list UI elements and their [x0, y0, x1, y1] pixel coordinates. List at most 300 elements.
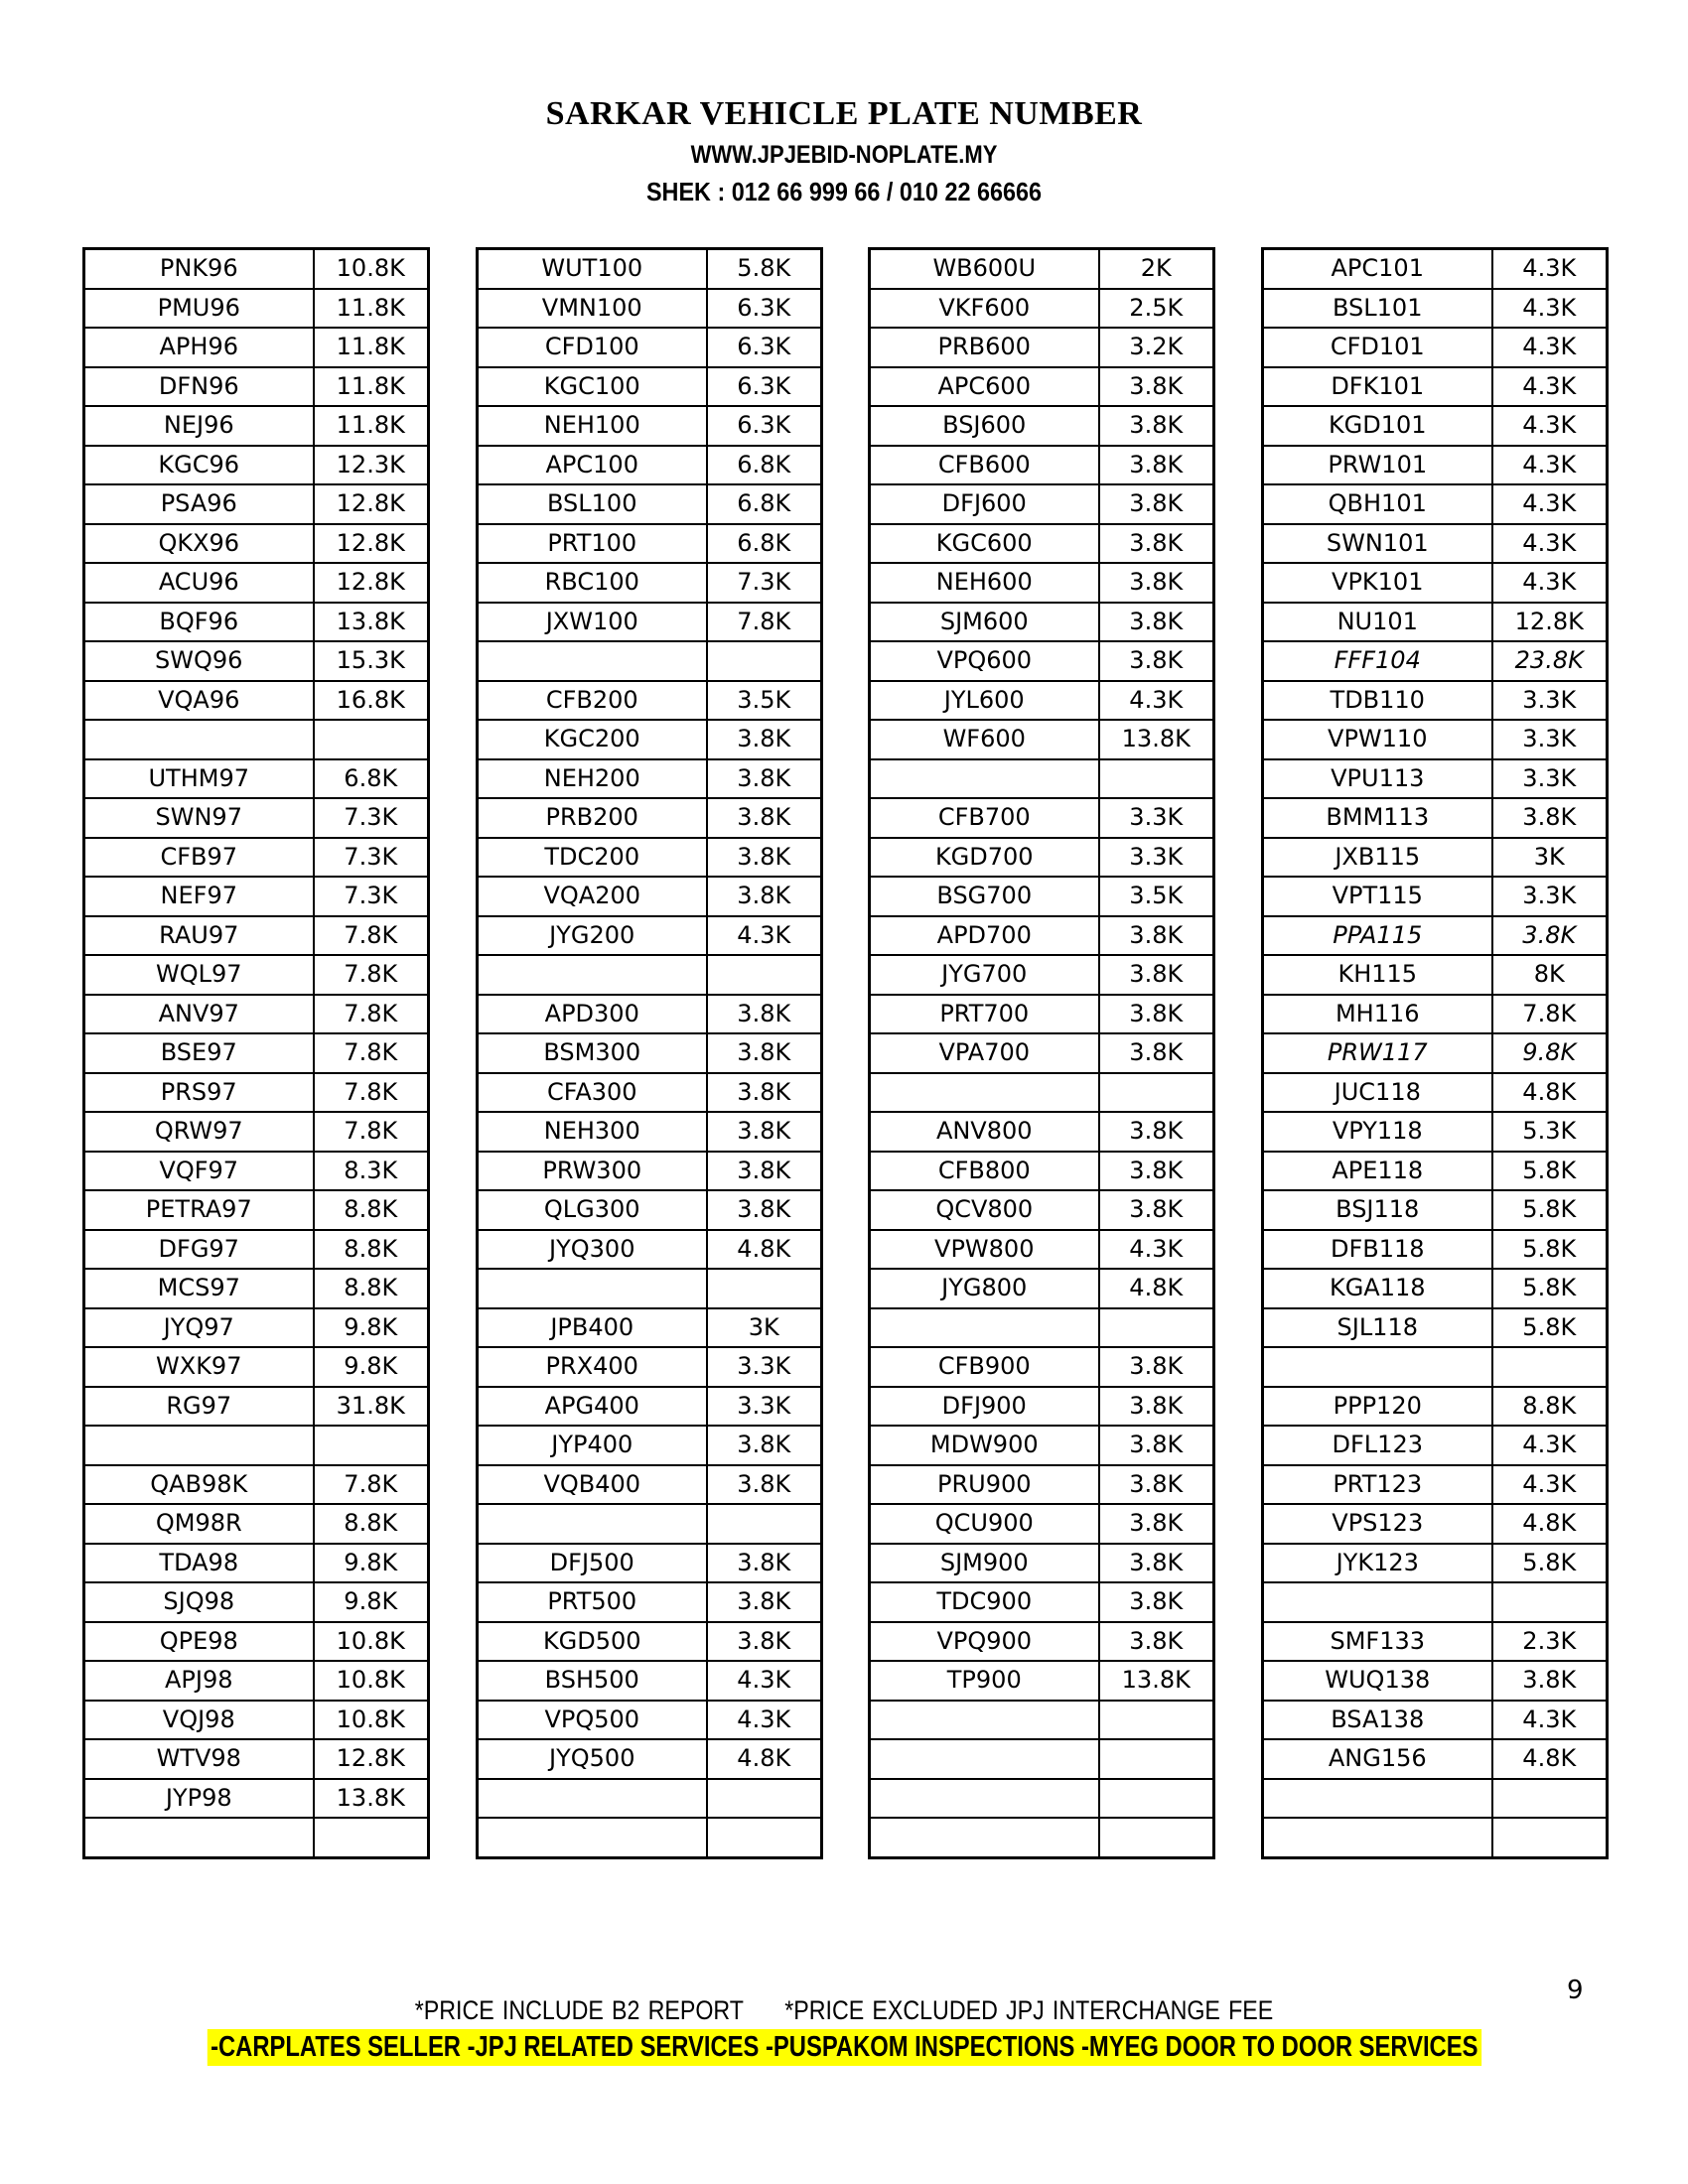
plate-number-cell: VKF600	[870, 289, 1099, 329]
price-cell: 7.3K	[314, 798, 429, 838]
table-row	[1263, 1739, 1608, 1779]
table-row	[84, 681, 429, 721]
price-cell	[707, 955, 822, 995]
table-row	[1263, 681, 1608, 721]
plate-number-cell: BSE97	[84, 1033, 314, 1073]
price-cell: 6.3K	[707, 328, 822, 367]
price-cell: 7.8K	[314, 1112, 429, 1152]
table-row	[870, 406, 1214, 446]
plate-number-cell: NEF97	[84, 877, 314, 916]
table-row	[870, 446, 1214, 485]
plate-number-cell: QRW97	[84, 1112, 314, 1152]
price-cell: 6.8K	[707, 524, 822, 564]
plate-number-cell: RG97	[84, 1387, 314, 1427]
table-row	[1263, 1387, 1608, 1427]
plate-number-cell: VPT115	[1263, 877, 1492, 916]
price-cell: 8.8K	[314, 1230, 429, 1270]
plate-number-cell: JXB115	[1263, 838, 1492, 878]
price-cell: 4.8K	[1492, 1739, 1608, 1779]
table-row	[84, 1073, 429, 1113]
plate-table-3	[868, 247, 1215, 1859]
table-row	[870, 1033, 1214, 1073]
table-row-empty	[478, 1818, 822, 1857]
price-cell: 6.8K	[707, 446, 822, 485]
plate-number-cell: DFK101	[1263, 367, 1492, 407]
price-cell: 4.3K	[1492, 1701, 1608, 1740]
plate-number-cell: MDW900	[870, 1426, 1099, 1465]
plate-number-cell: QCU900	[870, 1504, 1099, 1544]
plate-number-cell: PPA115	[1263, 916, 1492, 956]
price-cell: 9.8K	[1492, 1033, 1608, 1073]
price-cell: 11.8K	[314, 328, 429, 367]
table-row	[84, 1739, 429, 1779]
plate-number-cell: VMN100	[478, 289, 707, 329]
table-row	[870, 603, 1214, 642]
price-cell: 5.8K	[1492, 1269, 1608, 1308]
price-cell: 4.3K	[1492, 1426, 1608, 1465]
price-cell: 3.8K	[707, 1582, 822, 1622]
plate-number-cell: RAU97	[84, 916, 314, 956]
plate-number-cell: CFB800	[870, 1152, 1099, 1191]
table-row	[84, 563, 429, 603]
price-cell: 12.3K	[314, 446, 429, 485]
price-cell: 3.3K	[1492, 681, 1608, 721]
plate-number-cell	[870, 1739, 1099, 1779]
table-row	[478, 1308, 822, 1348]
table-row	[870, 798, 1214, 838]
plate-number-cell: WUT100	[478, 249, 707, 289]
price-cell: 4.3K	[707, 916, 822, 956]
table-row	[870, 1152, 1214, 1191]
table-row	[478, 1426, 822, 1465]
plate-number-cell: UTHM97	[84, 759, 314, 799]
price-cell: 3.8K	[707, 1622, 822, 1662]
contact-phone: SHEK : 012 66 999 66 / 010 22 66666	[645, 177, 1043, 206]
plate-number-cell: NEH600	[870, 563, 1099, 603]
plate-number-cell: VPW110	[1263, 720, 1492, 759]
price-note-b2-report: *PRICE INCLUDE B2 REPORT	[414, 1995, 744, 2025]
price-cell: 3.3K	[1492, 720, 1608, 759]
plate-number-cell: KGA118	[1263, 1269, 1492, 1308]
price-cell: 7.8K	[1492, 995, 1608, 1034]
price-cell: 4.3K	[707, 1661, 822, 1701]
plate-number-cell: VPW800	[870, 1230, 1099, 1270]
plate-number-cell: DFG97	[84, 1230, 314, 1270]
price-cell: 23.8K	[1492, 641, 1608, 681]
table-row	[870, 1426, 1214, 1465]
table-row	[478, 1190, 822, 1230]
price-cell: 5.8K	[1492, 1544, 1608, 1583]
price-cell: 6.3K	[707, 406, 822, 446]
plate-number-cell: KGD700	[870, 838, 1099, 878]
plate-number-cell: BSA138	[1263, 1701, 1492, 1740]
plate-number-cell: APE118	[1263, 1152, 1492, 1191]
table-row	[870, 1387, 1214, 1427]
table-row	[1263, 563, 1608, 603]
price-cell: 12.8K	[314, 1739, 429, 1779]
plate-number-cell: QPE98	[84, 1622, 314, 1662]
price-cell: 3.8K	[1099, 641, 1214, 681]
table-row	[478, 289, 822, 329]
table-row	[1263, 328, 1608, 367]
table-row	[84, 1387, 429, 1427]
price-cell: 3.8K	[707, 1190, 822, 1230]
table-row	[84, 1033, 429, 1073]
price-cell: 3.8K	[1492, 1661, 1608, 1701]
price-cell: 3.8K	[707, 759, 822, 799]
plate-number-cell: JYQ300	[478, 1230, 707, 1270]
price-cell: 7.8K	[707, 603, 822, 642]
table-row	[1263, 1112, 1608, 1152]
price-cell: 3.8K	[1099, 524, 1214, 564]
services-banner	[0, 2029, 1688, 2066]
plate-number-cell	[84, 1818, 314, 1857]
table-row	[870, 1230, 1214, 1270]
price-cell: 4.3K	[1492, 446, 1608, 485]
price-cell: 3.8K	[1099, 563, 1214, 603]
price-cell: 3.8K	[1492, 916, 1608, 956]
plate-number-cell: PRX400	[478, 1347, 707, 1387]
plate-number-cell	[1263, 1582, 1492, 1622]
price-cell: 5.8K	[1492, 1308, 1608, 1348]
plate-number-cell: JYK123	[1263, 1544, 1492, 1583]
price-cell: 4.3K	[1492, 328, 1608, 367]
plate-number-cell: VPS123	[1263, 1504, 1492, 1544]
table-row	[478, 995, 822, 1034]
plate-number-cell: PRT500	[478, 1582, 707, 1622]
plate-number-cell: JYP400	[478, 1426, 707, 1465]
price-cell	[1099, 1701, 1214, 1740]
price-cell	[707, 641, 822, 681]
plate-number-cell: CFB200	[478, 681, 707, 721]
table-row	[478, 524, 822, 564]
table-row	[478, 1073, 822, 1113]
table-row	[478, 1230, 822, 1270]
table-row-empty	[1263, 1779, 1608, 1819]
price-cell	[1099, 759, 1214, 799]
plate-number-cell: PPP120	[1263, 1387, 1492, 1427]
plate-number-cell: VPA700	[870, 1033, 1099, 1073]
price-cell: 8.3K	[314, 1152, 429, 1191]
price-cell: 2.3K	[1492, 1622, 1608, 1662]
table-row	[1263, 1426, 1608, 1465]
table-row	[478, 563, 822, 603]
table-row	[478, 249, 822, 289]
price-cell: 3.8K	[707, 1152, 822, 1191]
price-cell: 12.8K	[314, 563, 429, 603]
price-cell: 13.8K	[314, 603, 429, 642]
table-row	[870, 916, 1214, 956]
table-row-empty	[1263, 1582, 1608, 1622]
price-cell: 3.8K	[1099, 446, 1214, 485]
table-row	[478, 1152, 822, 1191]
price-cell: 7.8K	[314, 995, 429, 1034]
table-row	[1263, 995, 1608, 1034]
services-list: -CARPLATES SELLER -JPJ RELATED SERVICES -PUSPAKOM INSPECTIONS -MYEG DOOR TO DOOR SERVICES	[208, 2029, 1481, 2066]
price-cell: 11.8K	[314, 406, 429, 446]
table-row	[84, 1582, 429, 1622]
price-cell: 4.8K	[1492, 1504, 1608, 1544]
price-cell: 4.3K	[1099, 681, 1214, 721]
plate-number-cell: CFB900	[870, 1347, 1099, 1387]
plate-number-cell: NEH100	[478, 406, 707, 446]
plate-number-cell: PRB200	[478, 798, 707, 838]
price-cell: 3.8K	[1099, 1622, 1214, 1662]
plate-number-cell: CFB600	[870, 446, 1099, 485]
plate-number-cell: SWN101	[1263, 524, 1492, 564]
price-cell: 3.8K	[707, 798, 822, 838]
price-cell: 3.8K	[1492, 798, 1608, 838]
table-row	[84, 1779, 429, 1819]
table-row	[84, 1269, 429, 1308]
table-row	[478, 759, 822, 799]
table-row	[870, 328, 1214, 367]
table-row	[478, 877, 822, 916]
table-row	[478, 406, 822, 446]
price-cell: 11.8K	[314, 289, 429, 329]
price-cell	[1099, 1779, 1214, 1819]
plate-number-cell: BSM300	[478, 1033, 707, 1073]
price-cell: 3.5K	[1099, 877, 1214, 916]
table-row	[870, 838, 1214, 878]
plate-number-cell	[870, 1779, 1099, 1819]
table-row	[870, 1269, 1214, 1308]
plate-number-cell: BSL100	[478, 484, 707, 524]
plate-number-cell: PMU96	[84, 289, 314, 329]
price-cell: 4.8K	[707, 1739, 822, 1779]
price-cell	[1099, 1073, 1214, 1113]
plate-number-cell	[1263, 1818, 1492, 1857]
plate-number-cell: JYG700	[870, 955, 1099, 995]
table-row	[84, 367, 429, 407]
table-row	[1263, 1701, 1608, 1740]
table-row	[84, 1347, 429, 1387]
plate-number-cell: ACU96	[84, 563, 314, 603]
plate-number-cell: DFL123	[1263, 1426, 1492, 1465]
price-cell: 3.8K	[1099, 1152, 1214, 1191]
plate-number-cell: WUQ138	[1263, 1661, 1492, 1701]
price-cell	[314, 1426, 429, 1465]
table-row-empty	[1263, 1347, 1608, 1387]
table-row-empty	[1263, 1818, 1608, 1857]
plate-number-cell: KGC100	[478, 367, 707, 407]
price-cell: 8.8K	[314, 1504, 429, 1544]
price-cell: 10.8K	[314, 1622, 429, 1662]
plate-number-cell: BQF96	[84, 603, 314, 642]
table-row	[1263, 1269, 1608, 1308]
price-cell: 12.8K	[314, 524, 429, 564]
table-row	[84, 524, 429, 564]
table-row	[1263, 367, 1608, 407]
price-cell: 3.8K	[1099, 955, 1214, 995]
price-cell: 9.8K	[314, 1308, 429, 1348]
plate-number-cell: BSJ600	[870, 406, 1099, 446]
table-row-empty	[478, 641, 822, 681]
plate-number-cell: NEJ96	[84, 406, 314, 446]
price-cell: 3.8K	[1099, 1504, 1214, 1544]
table-row	[84, 1308, 429, 1348]
plate-number-cell: WXK97	[84, 1347, 314, 1387]
table-row	[1263, 524, 1608, 564]
plate-number-cell	[870, 1308, 1099, 1348]
plate-number-cell	[478, 1269, 707, 1308]
plate-number-cell: SMF133	[1263, 1622, 1492, 1662]
plate-number-cell: FFF104	[1263, 641, 1492, 681]
plate-number-cell	[478, 641, 707, 681]
plate-number-cell: CFD101	[1263, 328, 1492, 367]
table-row	[84, 1622, 429, 1662]
plate-number-cell	[478, 1818, 707, 1857]
plate-number-cell	[1263, 1779, 1492, 1819]
price-cell: 3.8K	[707, 877, 822, 916]
price-cell	[1099, 1739, 1214, 1779]
price-cell: 6.8K	[707, 484, 822, 524]
table-row	[84, 289, 429, 329]
price-cell: 5.8K	[1492, 1152, 1608, 1191]
plate-number-cell: PRT100	[478, 524, 707, 564]
plate-number-cell: BSJ118	[1263, 1190, 1492, 1230]
table-row	[478, 1544, 822, 1583]
price-cell	[707, 1504, 822, 1544]
plate-number-cell	[84, 1426, 314, 1465]
plate-number-cell: PRS97	[84, 1073, 314, 1113]
table-row	[1263, 1622, 1608, 1662]
table-row	[478, 367, 822, 407]
table-row	[478, 720, 822, 759]
price-cell: 3.8K	[707, 1465, 822, 1505]
price-cell: 4.3K	[1492, 563, 1608, 603]
plate-number-cell: QKX96	[84, 524, 314, 564]
price-cell: 3.8K	[1099, 367, 1214, 407]
price-cell: 3.8K	[1099, 1387, 1214, 1427]
price-cell: 9.8K	[314, 1582, 429, 1622]
plate-number-cell: ANV97	[84, 995, 314, 1034]
plate-number-cell: PRW101	[1263, 446, 1492, 485]
price-cell: 5.8K	[707, 249, 822, 289]
table-row	[84, 641, 429, 681]
table-row	[1263, 446, 1608, 485]
price-cell: 4.3K	[1492, 1465, 1608, 1505]
plate-number-cell: QLG300	[478, 1190, 707, 1230]
price-cell: 3K	[707, 1308, 822, 1348]
price-cell: 9.8K	[314, 1347, 429, 1387]
price-cell: 3.8K	[1099, 406, 1214, 446]
table-row	[1263, 1308, 1608, 1348]
price-cell: 5.8K	[1492, 1190, 1608, 1230]
plate-number-cell: JYP98	[84, 1779, 314, 1819]
table-row	[84, 1544, 429, 1583]
plate-number-cell: KGD500	[478, 1622, 707, 1662]
price-cell: 7.8K	[314, 1073, 429, 1113]
table-row	[1263, 1230, 1608, 1270]
price-cell: 3.3K	[707, 1347, 822, 1387]
price-cell: 3.8K	[1099, 484, 1214, 524]
table-row	[478, 1582, 822, 1622]
table-row	[870, 877, 1214, 916]
price-cell: 7.8K	[314, 1465, 429, 1505]
price-cell	[1099, 1308, 1214, 1348]
price-cell: 11.8K	[314, 367, 429, 407]
price-cell: 4.3K	[1492, 367, 1608, 407]
price-cell: 3.8K	[707, 995, 822, 1034]
price-cell: 13.8K	[1099, 720, 1214, 759]
plate-number-cell: VQA200	[478, 877, 707, 916]
plate-number-cell: KGC600	[870, 524, 1099, 564]
table-row	[478, 1387, 822, 1427]
table-row	[84, 1190, 429, 1230]
table-row	[478, 1622, 822, 1662]
price-note-interchange-fee: *PRICE EXCLUDED JPJ INTERCHANGE FEE	[784, 1995, 1274, 2025]
table-row	[1263, 1661, 1608, 1701]
plate-number-cell: APC100	[478, 446, 707, 485]
table-row	[870, 1544, 1214, 1583]
price-cell: 13.8K	[1099, 1661, 1214, 1701]
plate-number-cell: ANG156	[1263, 1739, 1492, 1779]
plate-number-cell: PRT700	[870, 995, 1099, 1034]
table-row	[84, 838, 429, 878]
plate-number-cell: JYQ500	[478, 1739, 707, 1779]
price-cell: 4.8K	[1099, 1269, 1214, 1308]
table-row	[478, 603, 822, 642]
price-cell: 5.3K	[1492, 1112, 1608, 1152]
plate-number-cell: PRW300	[478, 1152, 707, 1191]
plate-number-cell: TDC900	[870, 1582, 1099, 1622]
table-row	[870, 1112, 1214, 1152]
plate-number-cell	[870, 1073, 1099, 1113]
plate-number-cell: WTV98	[84, 1739, 314, 1779]
price-cell: 3K	[1492, 838, 1608, 878]
page-title: SARKAR VEHICLE PLATE NUMBER	[545, 95, 1143, 132]
plate-number-cell: WQL97	[84, 955, 314, 995]
table-row	[1263, 484, 1608, 524]
plate-number-cell: KH115	[1263, 955, 1492, 995]
table-row-empty	[870, 1779, 1214, 1819]
table-row	[1263, 877, 1608, 916]
table-row-empty	[870, 1818, 1214, 1857]
plate-number-cell	[1263, 1347, 1492, 1387]
price-cell: 31.8K	[314, 1387, 429, 1427]
plate-number-cell: CFD100	[478, 328, 707, 367]
price-cell: 3.8K	[707, 1073, 822, 1113]
plate-number-cell: PRW117	[1263, 1033, 1492, 1073]
plate-number-cell	[478, 955, 707, 995]
table-row	[870, 1504, 1214, 1544]
table-row	[1263, 603, 1608, 642]
price-cell: 3.8K	[707, 1426, 822, 1465]
price-cell: 3.8K	[1099, 1465, 1214, 1505]
table-row	[1263, 759, 1608, 799]
table-row	[1263, 1504, 1608, 1544]
plate-number-cell: BSL101	[1263, 289, 1492, 329]
table-row	[478, 1739, 822, 1779]
plate-number-cell: QCV800	[870, 1190, 1099, 1230]
plate-table-2	[476, 247, 823, 1859]
plate-number-cell: DFJ600	[870, 484, 1099, 524]
price-cell: 16.8K	[314, 681, 429, 721]
plate-table-4	[1261, 247, 1609, 1859]
plate-number-cell: APD300	[478, 995, 707, 1034]
price-cell	[707, 1779, 822, 1819]
table-row-empty	[870, 1308, 1214, 1348]
table-row	[478, 1112, 822, 1152]
plate-number-cell: TDC200	[478, 838, 707, 878]
plate-number-cell: KGC96	[84, 446, 314, 485]
price-cell: 3.3K	[1099, 838, 1214, 878]
plate-number-cell: DFN96	[84, 367, 314, 407]
plate-number-cell	[84, 720, 314, 759]
plate-number-cell	[478, 1779, 707, 1819]
plate-number-cell: QAB98K	[84, 1465, 314, 1505]
